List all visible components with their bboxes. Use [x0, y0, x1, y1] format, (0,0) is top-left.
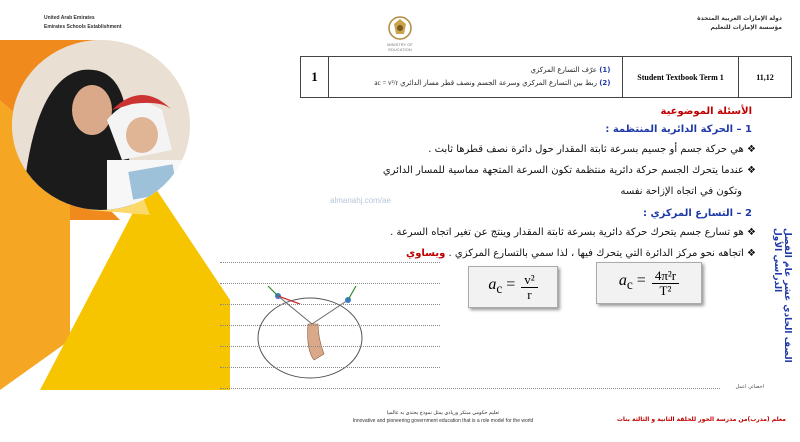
header-left-line2: Emirates Schools Establishment: [44, 24, 122, 30]
list-item: ❖ عندما يتحرك الجسم حركة دائرية منتظمة تكون السرعة المتجهة مماسية للمسار الدائري: [382, 165, 756, 176]
writing-lines-left: [220, 262, 440, 388]
writing-lines: [220, 388, 720, 409]
section-1-title: 1 – الحركة الدائرية المنتظمة :: [605, 124, 752, 135]
formula-1-den: r: [527, 286, 532, 302]
footer-motto: [308, 409, 578, 425]
footer-motto-en: Innovative and pioneering government education that is a role model for the world: [352, 418, 534, 424]
ministry-label: MINISTRY OF EDUCATION: [387, 42, 413, 52]
footer-motto-ar: تعليم حكومي مبتكر وريادي يمثل نموذج يحتذي به عالميا: [386, 410, 500, 416]
header-left-line1: United Arab Emirates: [44, 15, 95, 21]
objective-2-num: (2): [599, 79, 611, 87]
formula-velocity: $a_c$ = $\frac{\text{v²}}{r}$: [468, 266, 558, 308]
formula-2-den: T²: [659, 282, 672, 298]
objective-2: ربط بين التسارع المركزي وسرعة الجسم ونصف قطر مسار الدائري: [400, 79, 597, 87]
header-right: [697, 14, 782, 32]
section-2-title: 2 – التسارع المركزي :: [643, 208, 752, 219]
list-item-cont: وتكون في اتجاه الإزاحة نفسه: [620, 186, 742, 197]
list-item: ❖ اتجاهه نحو مركز الدائرة التي يتحرك فيها ، لذا سمي بالتسارع المركزي . ويساوي: [406, 248, 756, 259]
equals-word: ويساوي: [406, 248, 446, 259]
header-right-line2: مؤسسة الإمارات للتعليم: [710, 24, 782, 31]
objective-2-formula: ac = v²/r: [374, 79, 398, 87]
header-left: [44, 14, 122, 32]
mother-child-illustration: [12, 40, 190, 210]
teacher-name: اخصائي اعمل: [735, 384, 764, 390]
objective-1: عرّف التسارع المركزي: [530, 66, 597, 74]
formula-1-lhs: a: [488, 276, 497, 294]
textbook-cell: Student Textbook Term 1: [623, 57, 739, 97]
objective-1-num: (1): [599, 66, 611, 74]
lesson-table: [300, 56, 792, 98]
formula-2-lhs: a: [618, 272, 627, 290]
formula-2-num: 4π²r: [652, 269, 679, 284]
header-right-line1: دولة الإمارات العربية المتحدة: [697, 15, 782, 22]
section-2-body: [246, 222, 756, 264]
uae-emblem-icon: [386, 14, 414, 42]
section-1-body: [246, 139, 756, 202]
watermark: almanahj.com/ae: [330, 196, 391, 205]
formula-1-sub: c: [496, 281, 503, 297]
side-label: الصف الحادي عشر عام الفصل الدراسي الأول: [772, 228, 792, 363]
objectives-cell: [329, 57, 623, 97]
list-item: ❖ هي حركة جسم أو جسيم بسرعة ثابتة المقدار حول دائرة نصف قطرها ثابت .: [428, 144, 756, 155]
footer-teacher: معلم (مدرب)من مدرسة الحور للحلقة الثانية و الثالثة بنات: [616, 416, 786, 423]
list-item: ❖ هو تسارع جسم يتحرك حركة دائرية بسرعة ثابتة المقدار وينتج عن تغير اتجاه السرعة .: [390, 227, 756, 238]
pages-cell: 11,12: [756, 72, 774, 82]
lesson-number: 1: [301, 57, 329, 97]
formula-period: $a_c$ = $\frac{\text{4π²r}}{\text{T²}}$: [596, 262, 702, 304]
formula-1-num: v²: [521, 273, 537, 288]
page-title: الأسئلة الموضوعية: [660, 106, 752, 117]
student-photo: [12, 40, 190, 210]
formula-2-sub: c: [626, 277, 633, 293]
